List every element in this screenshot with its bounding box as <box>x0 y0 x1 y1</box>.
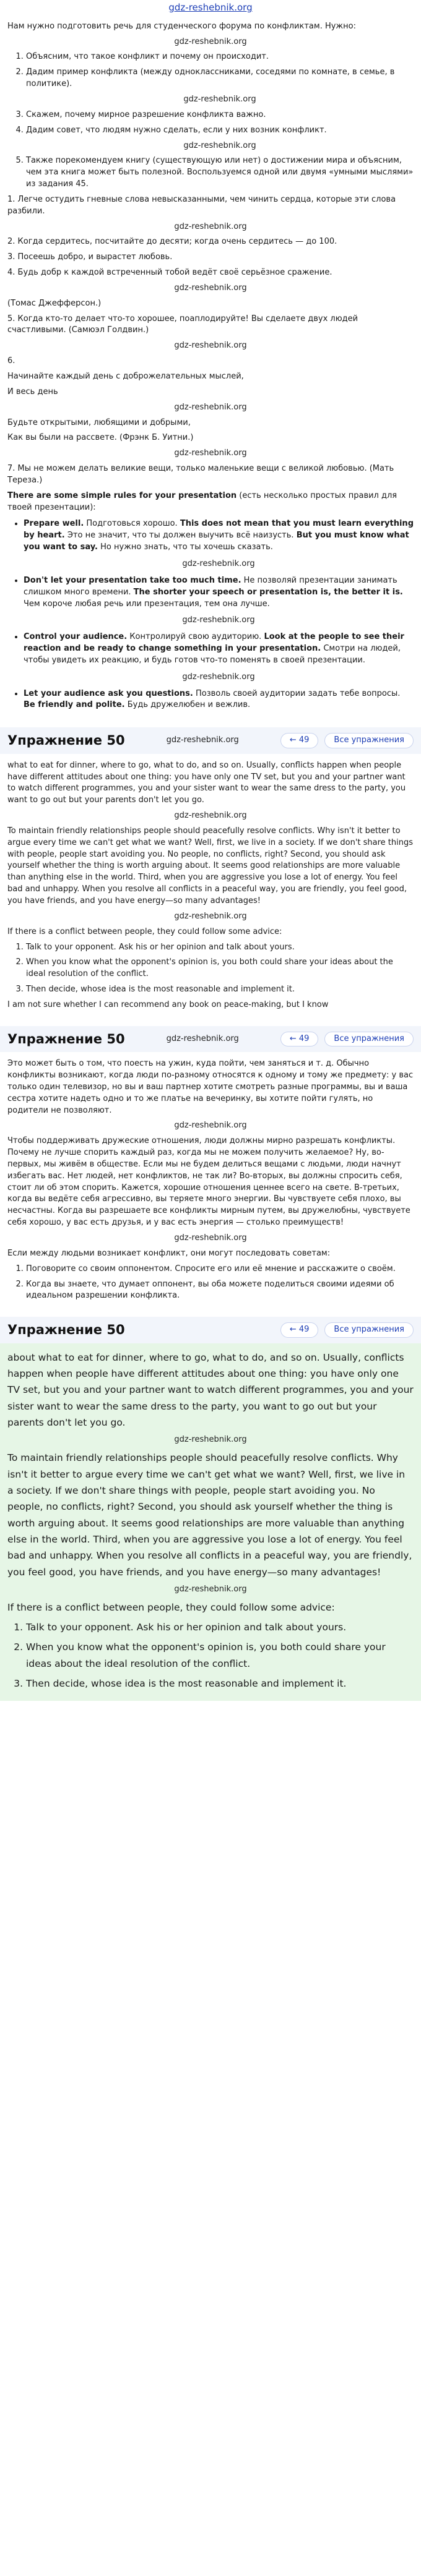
translation-paragraph: Это может быть о том, что поесть на ужин, куда пойти, чем заняться и т. д. Обычно конфликты возникают, когда люди по-разному относятся к одному и тому же предмету: у вас только один телевизор, но вы и ваш партнер хотите смотреть разные программы, вы и ваша сестра хотите надеть одно и то же платье на вечеринку, вы хотите пойти гулять, но родители не позволяют. <box>7 1059 414 1115</box>
watermark: gdz-reshebnik.org <box>182 558 255 568</box>
rule-text: Но нужно знать, что ты хочешь сказать. <box>97 542 273 552</box>
quote-line: Начинайте каждый день с доброжелательных мыслей, <box>7 372 244 381</box>
rule-text: Не позволяй презентации занимать слишком много времени. <box>24 575 397 597</box>
quote-line: И весь день <box>7 387 58 396</box>
rule-bold: Don't let your presentation take too much time. <box>24 575 241 585</box>
watermark: gdz-reshebnik.org <box>183 140 256 150</box>
rule-text: Контролируй свою аудиторию. <box>127 632 264 642</box>
watermark: gdz-reshebnik.org <box>174 911 247 921</box>
quote-line: 5. Когда кто-то делает что-то хорошее, поаплодируйте! Вы сделаете двух людей счастливыми. (Самюэл Голдвин.) <box>7 314 358 335</box>
quote-line: 1. Легче остудить гневные слова невысказанными, чем чинить сердца, которые эти слова разбили. <box>7 194 396 216</box>
answer-paragraph: about what to eat for dinner, where to go, what to do, and so on. Usually, conflicts happen when people have different attitudes about one thing: you have only one TV set, but you and your partner want to watch different programmes, you and your sister want to wear the same dress to the party, you want to go out but your parents don't let you go. <box>7 1351 414 1428</box>
watermark: gdz-reshebnik.org <box>174 341 247 351</box>
advice-list <box>7 942 414 996</box>
rule-text: Будь дружелюбен и вежлив. <box>124 700 251 710</box>
list-item: 1. Talk to your opponent. Ask his or her opinion and talk about yours. <box>26 1619 414 1635</box>
rule-bold: But you must know what you want to say. <box>24 531 409 552</box>
watermark: gdz-reshebnik.org <box>174 448 247 458</box>
all-exercises-button[interactable]: Все упражнения <box>324 733 414 748</box>
watermark: gdz-reshebnik.org <box>183 94 256 104</box>
translation-paragraph: Если между людьми возникает конфликт, они могут последовать советам: <box>7 1248 331 1258</box>
list-item: 1. Talk to your opponent. Ask his or her opinion and talk about yours. <box>26 942 414 954</box>
task-intro: Нам нужно подготовить речь для студенческого форума по конфликтам. Нужно: <box>7 21 356 31</box>
rule-bold: This does not mean that you must learn everything by heart. <box>24 519 414 541</box>
list-item: 1. Объясним, что такое конфликт и почему он происходит. <box>26 51 414 63</box>
exercise-title: Упражнение 50 <box>7 1031 125 1046</box>
watermark: gdz-reshebnik.org <box>174 1584 247 1594</box>
list-item: 5. Также порекомендуем книгу (существующую или нет) о достижении мира и объясним, чем эта книга может быть полезной. Воспользуемся одной или двумя «умными мыслями» из задания 45. <box>26 155 414 190</box>
english-answer-highlight-section <box>0 1343 421 1701</box>
prev-exercise-button[interactable]: ← 49 <box>280 733 319 748</box>
list-item: 2. When you know what the opponent's opinion is, you both could share your ideas about the ideal resolution of the conflict. <box>26 957 414 980</box>
rule-bold: Look at the people to see their reaction and be ready to change something in your presentation. <box>24 632 404 654</box>
list-item: 1. Поговорите со своим оппонентом. Спросите его или её мнение и расскажите о своём. <box>26 1264 414 1275</box>
speech-task-section <box>0 15 421 722</box>
list-item <box>24 575 414 610</box>
rules-list <box>7 518 414 711</box>
list-item <box>24 631 414 667</box>
quote-line: 3. Посеешь добро, и вырастет любовь. <box>7 252 173 262</box>
rule-bold: Be friendly and polite. <box>24 700 125 710</box>
prev-exercise-button[interactable]: ← 49 <box>280 1032 319 1047</box>
rule-text: Подготовься хорошо. <box>84 519 180 529</box>
list-item: 2. Когда вы знаете, что думает оппонент, вы оба можете поделиться своими идеями об идеальном разрешении конфликта. <box>26 1279 414 1303</box>
rules-intro-bold: There are some simple rules for your presentation <box>7 490 237 500</box>
exercise-title: Упражнение 50 <box>7 1322 125 1338</box>
rule-text: Позволь своей аудитории задать тебе вопросы. <box>193 688 401 698</box>
watermark: gdz-reshebnik.org <box>174 811 247 821</box>
watermark: gdz-reshebnik.org <box>174 1435 247 1445</box>
list-item: 3. Then decide, whose idea is the most reasonable and implement it. <box>26 1675 414 1692</box>
translation-paragraph: Чтобы поддерживать дружеские отношения, люди должны мирно разрешать конфликты. Почему не лучше спорить каждый раз, когда мы не можем получить желаемое? Ну, во-первых, мы живём в обществе. Если мы не будем делиться вещами с людьми, люди начнут избегать вас. Нет людей, нет конфликтов, не так ли? Во-вторых, вы должны спросить себя, стоит ли об этом спорить. Кажется, хорошие отношения ценнее всего на свете. В-третьих, когда вы ведёте себя агрессивно, вы теряете много энергии. Вы чувствуете себя плохо, вы несчастны. Когда вы разрешаете все конфликты мирным путем, вы дружелюбны, чувствуете себя хорошо, у вас есть друзья, и у вас есть энергия — столько преимуществ! <box>7 1136 410 1228</box>
rule-bold: Prepare well. <box>24 519 84 529</box>
watermark: gdz-reshebnik.org <box>182 615 255 625</box>
watermark: gdz-reshebnik.org <box>174 402 247 412</box>
list-item <box>24 518 414 554</box>
answer-paragraph: I am not sure whether I can recommend any book on peace-making, but I know <box>7 999 329 1009</box>
exercise-header <box>0 1317 421 1343</box>
rule-bold: Control your audience. <box>24 632 128 642</box>
exercise-nav <box>280 733 414 748</box>
answer-paragraph: If there is a conflict between people, they could follow some advice: <box>7 926 282 936</box>
list-item: 3. Скажем, почему мирное разрешение конфликта важно. <box>26 109 414 121</box>
exercise-header <box>0 727 421 753</box>
answer-paragraph: To maintain friendly relationships people should peacefully resolve conflicts. Why isn't it better to argue every time we can't get what we want? Well, first, we live in a society. If we don't share things with people, people start avoiding you. No people, no conflicts, right? Second, you should ask yourself whether the thing is worth arguing about. It seems good relationships are more valuable than anything else in the world. Third, when you are aggressive you lose a lot of energy. You feel bad and unhappy. When you resolve all conflicts in a peaceful way, you are friendly, you feel good, you have friends, and you have energy—so many advantages! <box>7 826 414 905</box>
rule-text: Смотри на людей, чтобы увидеть их реакцию, и будь готов что-то поменять в своей презентации. <box>24 644 401 665</box>
watermark: gdz-reshebnik.org <box>174 1121 247 1131</box>
russian-translation-section <box>0 1052 421 1311</box>
list-item: 4. Дадим совет, что людям нужно сделать, если у них возник конфликт. <box>26 125 414 137</box>
answer-paragraph: To maintain friendly relationships people should peacefully resolve conflicts. Why isn't it better to argue every time we can't get what we want? Well, first, we live in a society. If we don't share things with people, people start avoiding you. No people, no conflicts, right? Second, you should ask yourself whether the thing is worth arguing about. It seems good relationships are more valuable than anything else in the world. Third, when you are aggressive you lose a lot of energy. You feel bad and unhappy. When you resolve all conflicts in a peaceful way, you are friendly, you feel good, you have friends, and you have energy—so many advantages! <box>7 1452 412 1578</box>
all-exercises-button[interactable]: Все упражнения <box>324 1322 414 1338</box>
exercise-nav <box>280 1322 414 1338</box>
answer-paragraph: what to eat for dinner, where to go, what to do, and so on. Usually, conflicts happen when people have different attitudes about one thing: you have only one TV set, but you and your partner want to watch different programmes, you and your sister want to wear the same dress to the party, you want to go out but your parents don't let you go. <box>7 760 406 805</box>
english-answer-section <box>0 754 421 1020</box>
watermark: gdz-reshebnik.org <box>174 36 247 46</box>
rules-intro-text: (есть несколько простых правил для твоей презентации): <box>7 490 397 512</box>
site-title[interactable]: gdz-reshebnik.org <box>168 2 253 13</box>
quotes-block <box>7 194 414 487</box>
exercise-title: Упражнение 50 <box>7 733 125 748</box>
watermark: gdz-reshebnik.org <box>166 1033 239 1043</box>
advice-list <box>7 1619 414 1692</box>
quote-line: Как вы были на рассвете. (Фрэнк Б. Уитни.) <box>7 433 194 443</box>
watermark: gdz-reshebnik.org <box>174 283 247 293</box>
list-item: 2. Дадим пример конфликта (между одноклассниками, соседями по комнате, в семье, в политике). <box>26 67 414 90</box>
exercise-nav <box>280 1032 414 1047</box>
quote-line: 2. Когда сердитесь, посчитайте до десяти; когда очень сердитесь — до 100. <box>7 237 337 247</box>
list-item: 2. When you know what the opponent's opinion is, you both could share your ideas about the ideal resolution of the conflict. <box>26 1639 414 1672</box>
watermark: gdz-reshebnik.org <box>174 1233 247 1243</box>
all-exercises-button[interactable]: Все упражнения <box>324 1032 414 1047</box>
task-steps-list <box>7 51 414 190</box>
rule-bold: Let your audience ask you questions. <box>24 688 193 698</box>
quote-line: Будьте открытыми, любящими и добрыми, <box>7 417 191 427</box>
rules-intro <box>7 490 414 514</box>
rule-text: Это не значит, что ты должен выучить всё наизусть. <box>64 531 297 541</box>
quote-line: 4. Будь добр к каждой встреченный тобой ведёт своё серьёзное сражение. <box>7 268 332 278</box>
answer-paragraph: If there is a conflict between people, they could follow some advice: <box>7 1601 335 1613</box>
quote-line: 6. <box>7 356 15 366</box>
prev-exercise-button[interactable]: ← 49 <box>280 1322 319 1338</box>
exercise-header <box>0 1026 421 1052</box>
quote-author: (Томас Джефферсон.) <box>7 298 102 308</box>
advice-list <box>7 1264 414 1303</box>
list-item: 3. Then decide, whose idea is the most reasonable and implement it. <box>26 984 414 996</box>
watermark: gdz-reshebnik.org <box>166 735 239 745</box>
rule-text: Чем короче любая речь или презентация, тем она лучше. <box>24 599 270 609</box>
quote-line: 7. Мы не можем делать великие вещи, только маленькие вещи с великой любовью. (Мать Тереза.) <box>7 464 394 485</box>
rule-bold: The shorter your speech or presentation is, the better it is. <box>133 587 403 597</box>
list-item <box>24 688 414 712</box>
watermark: gdz-reshebnik.org <box>182 672 255 682</box>
watermark: gdz-reshebnik.org <box>174 221 247 231</box>
